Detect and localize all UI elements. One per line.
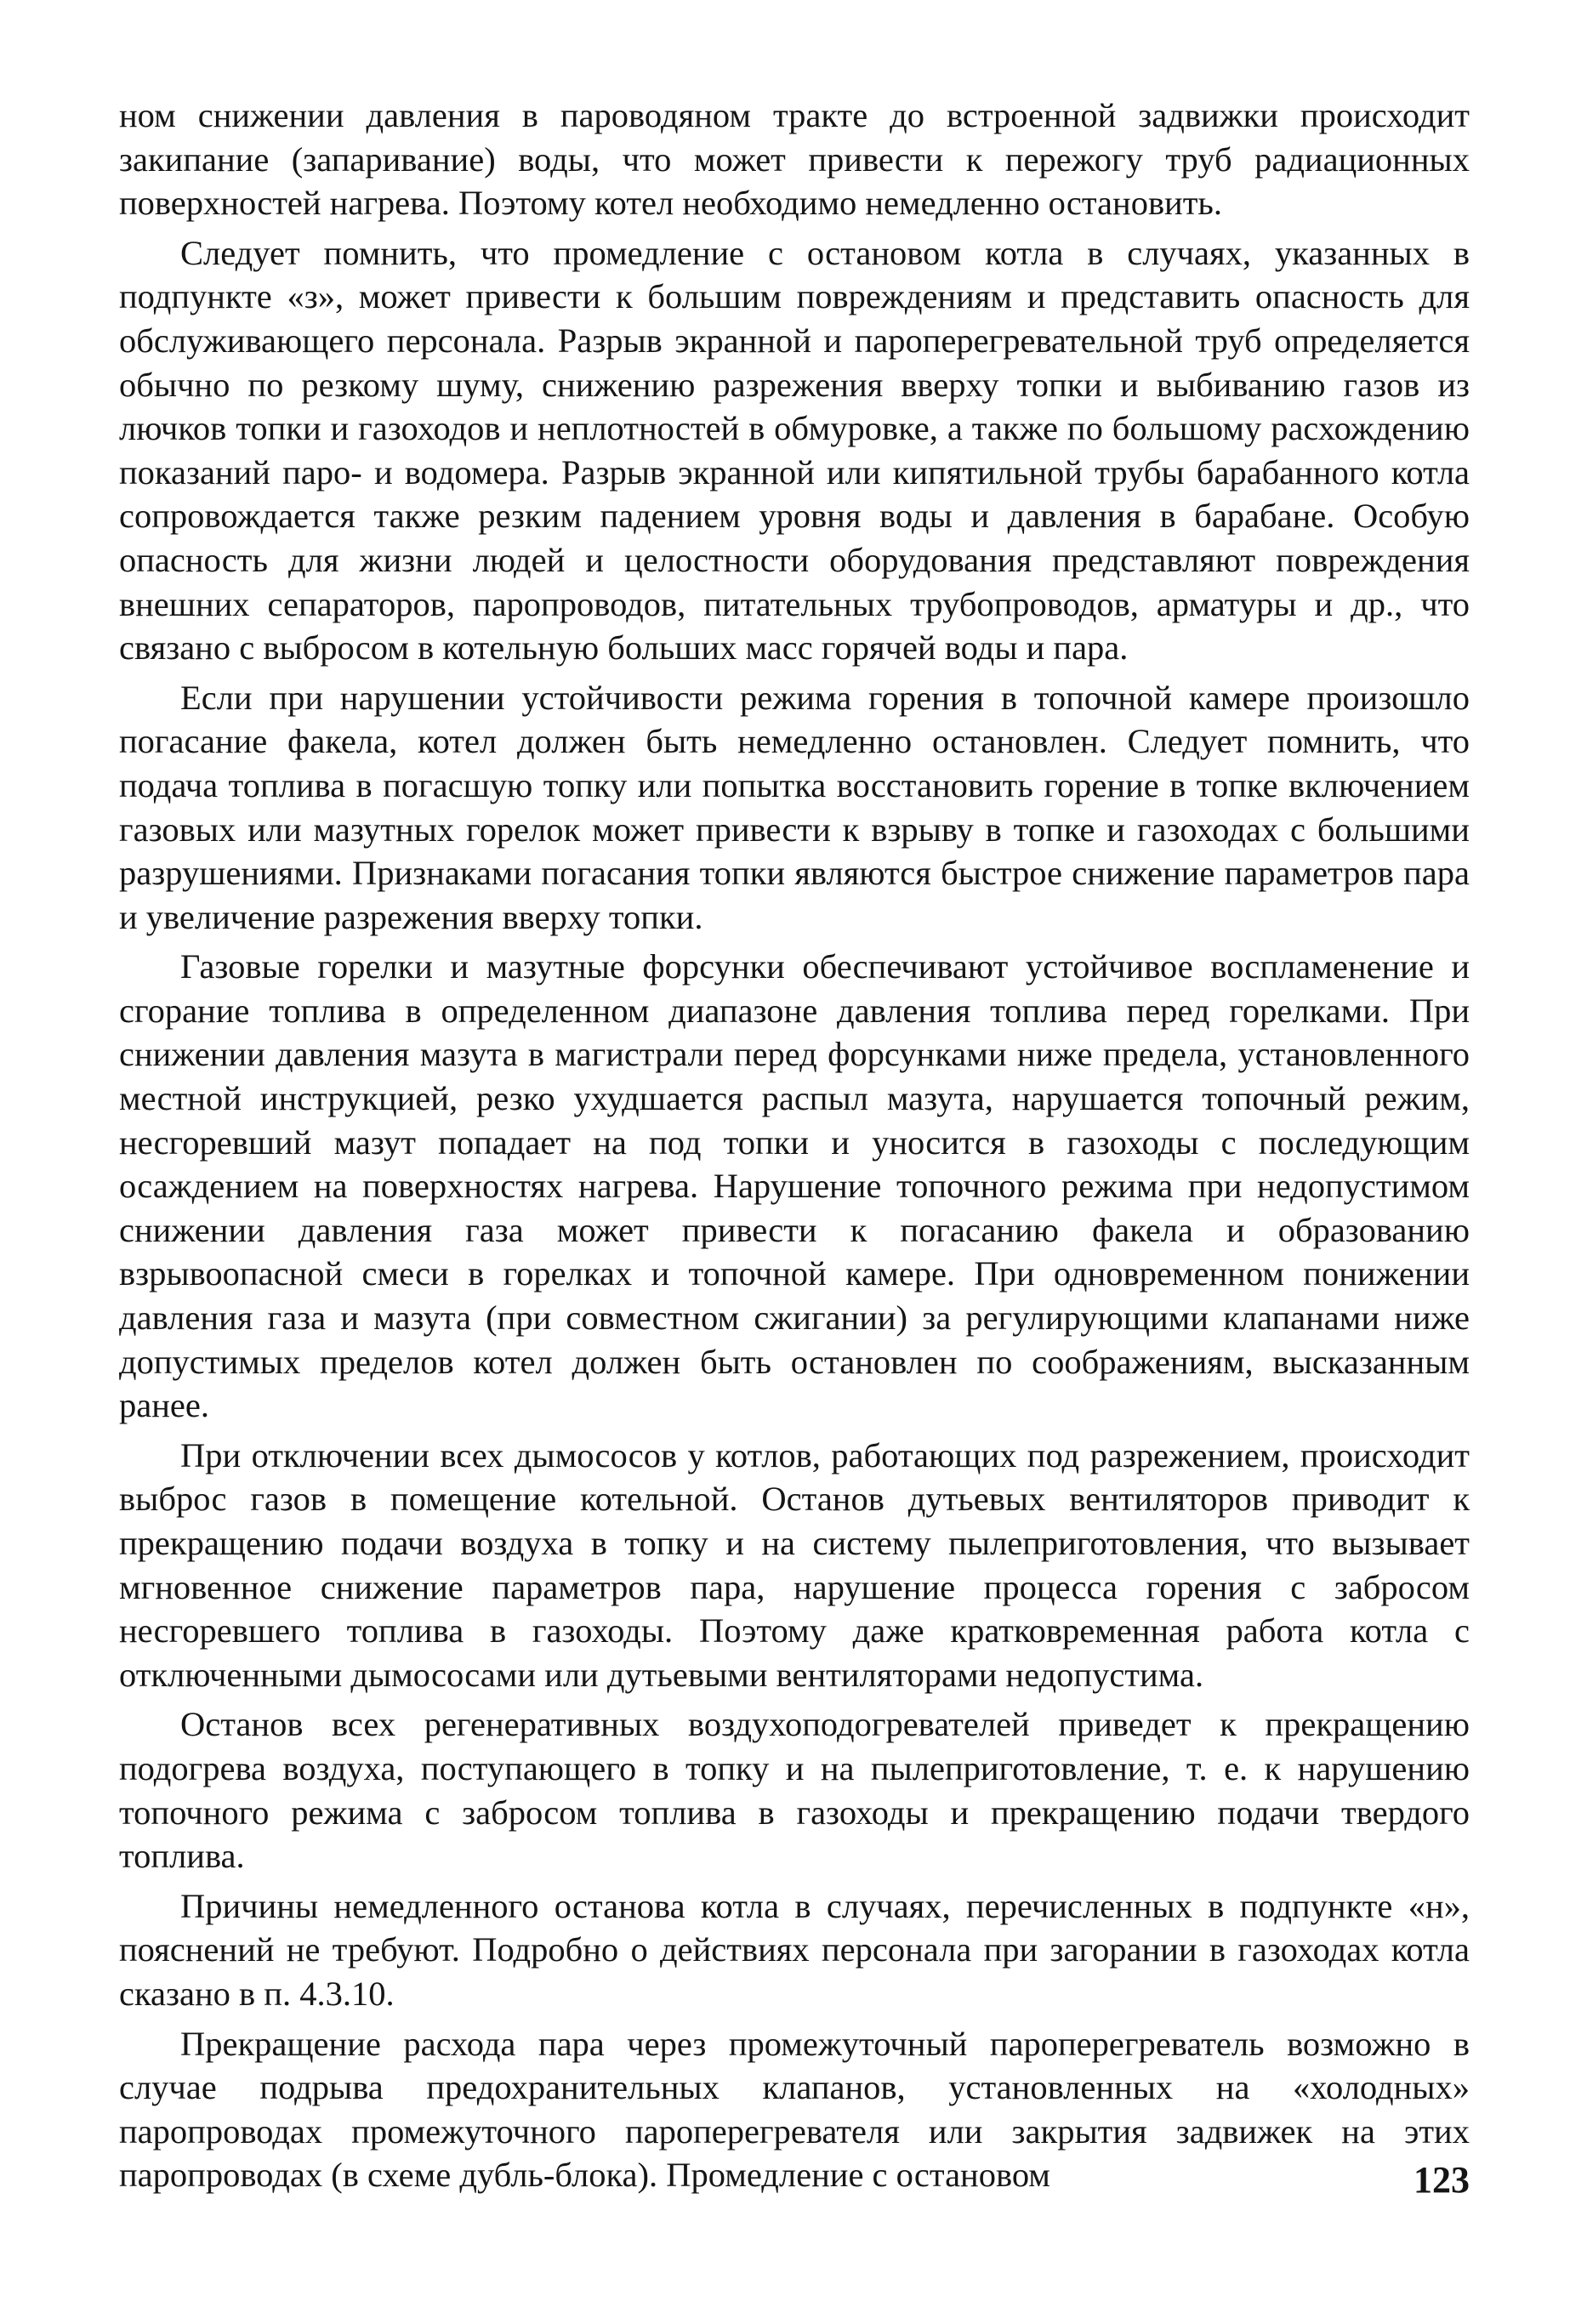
paragraph-5: При отключении всех дымососов у котлов, работающих под разрежением, происходит выброс газов в помещение котельной. Останов дутьевых вентиляторов приводит к прекращению подачи воздуха в топку и на систему пылеприготовления, что вызывает мгновенное снижение параметров пара, нарушение процесса горения с забросом несгоревшего топлива в газоходы. Поэтому даже кратковременная работа котла с отключенными дымососами или дутьевыми вентиляторами недопустима.: [119, 1435, 1470, 1694]
page-body: [119, 94, 1470, 2270]
paragraph-1: ном снижении давления в пароводяном тракте до встроенной задвижки происходит закипание (запаривание) воды, что может привести к пережогу труб радиационных поверхностей нагрева. Поэтому котел необходимо немедленно остановить.: [119, 96, 1470, 223]
paragraph-7: Причины немедленного останова котла в случаях, перечисленных в подпункте «н», пояснений не требуют. Подробно о действиях персонала при загорании в газоходах котла сказано в п. 4.3.10.: [119, 1886, 1470, 2013]
paragraph-3: Если при нарушении устойчивости режима горения в топочной камере произошло погасание факела, котел должен быть немедленно остановлен. Следует помнить, что подача топлива в погасшую топку или попытка восстановить горение в топке включением газовых или мазутных горелок может привести к взрыву в топке и газоходах с большими разрушениями. Признаками погасания топки являются быстрое снижение параметров пара и увеличение разрежения вверху топки.: [119, 678, 1470, 936]
paragraph-4: Газовые горелки и мазутные форсунки обеспечивают устойчивое воспламенение и сгорание топлива в определенном диапазоне давления топлива перед горелками. При снижении давления мазута в магистрали перед форсунками ниже предела, установленного местной инструкцией, резко ухудшается распыл мазута, нарушается топочный режим, несгоревший мазут попадает на под топки и уносится в газоходы с последующим осаждением на поверхностях нагрева. Нарушение топочного режима при недопустимом снижении давления газа может привести к погасанию факела и образованию взрывоопасной смеси в горелках и топочной камере. При одновременном понижении давления газа и мазута (при совместном сжигании) за регулирующими клапанами ниже допустимых пределов котел должен быть остановлен по соображениям, высказанным ранее.: [119, 947, 1470, 1425]
paragraph-2: Следует помнить, что промедление с остановом котла в случаях, указанных в подпункте «з», может привести к большим повреждениям и представить опасность для обслуживающего персонала. Разрыв экранной и пароперегревательной труб определяется обычно по резкому шуму, снижению разрежения вверху топки и выбиванию газов из лючков топки и газоходов и неплотностей в обмуровке, а также по большому расхождению показаний паро- и водомера. Разрыв экранной или кипятильной трубы барабанного котла сопровождается также резким падением уровня воды и давления в барабане. Особую опасность для жизни людей и целостности оборудования представляют повреждения внешних сепараторов, паропроводов, питательных трубопроводов, арматуры и др., что связано с выбросом в котельную больших масс горячей воды и пара.: [119, 233, 1470, 668]
paragraph-8: Прекращение расхода пара через промежуточный пароперегреватель возможно в случае подрыва предохранительных клапанов, установленных на «холодных» паропроводах промежуточного пароперегревателя или закрытия задвижек на этих паропроводах (в схеме дубль-блока). Промедление с остановом: [119, 2024, 1470, 2195]
paragraph-6: Останов всех регенеративных воздухоподогревателей приведет к прекращению подогрева воздуха, поступающего в топку и на пылеприготовление, т. е. к нарушению топочного режима с забросом топлива в газоходы и прекращению подачи твердого топлива.: [119, 1705, 1470, 1876]
page-number: 123: [1414, 2159, 1470, 2201]
